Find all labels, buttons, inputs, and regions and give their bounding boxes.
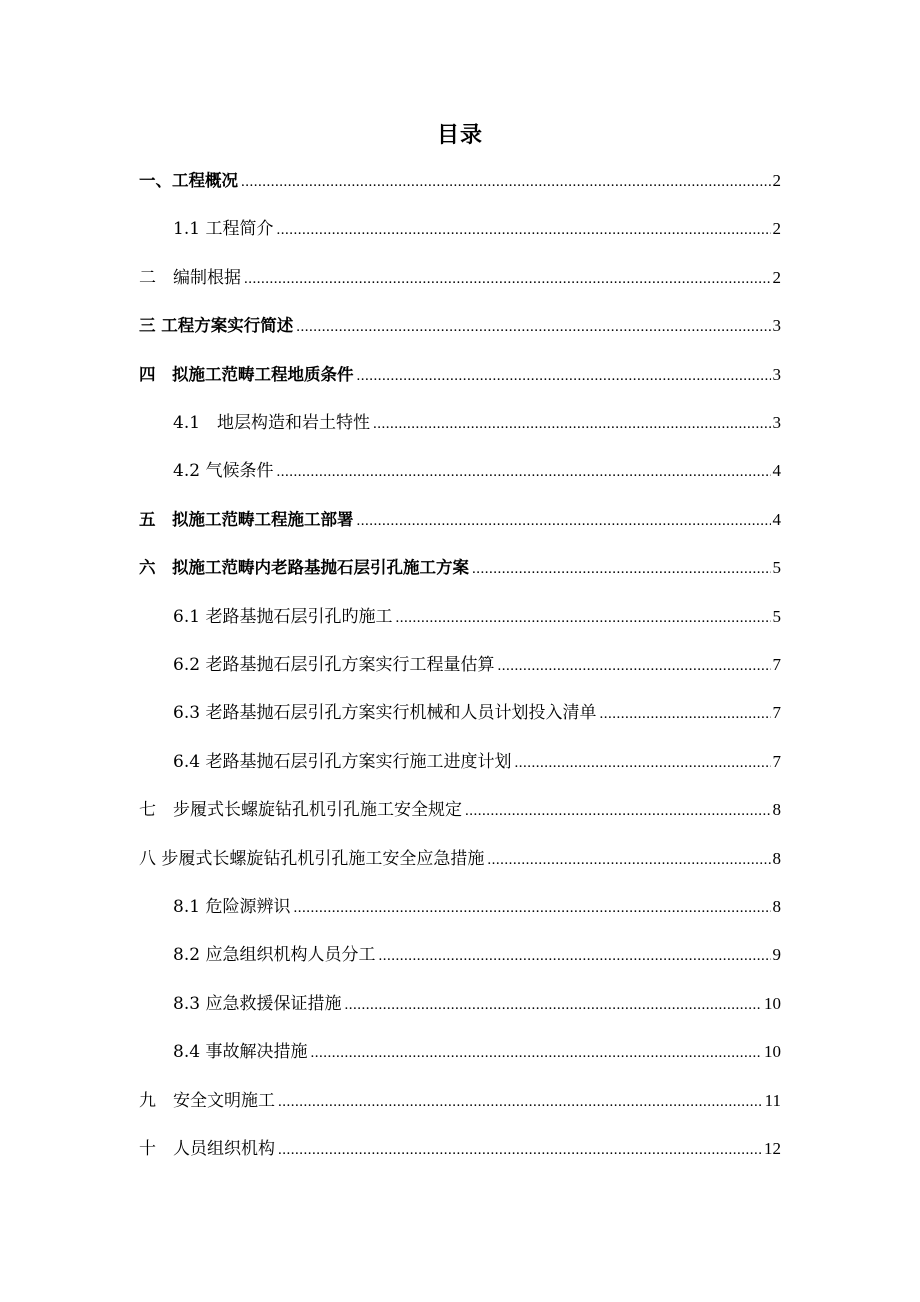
- toc-entry-label: 八 步履式长螺旋钻孔机引孔施工安全应急措施: [139, 848, 485, 869]
- toc-entry[interactable]: [139, 553, 781, 583]
- toc-entry[interactable]: [173, 698, 781, 728]
- toc-entry[interactable]: [139, 311, 781, 341]
- toc-dot-leader: [278, 1087, 763, 1117]
- toc-entry-label: 六 拟施工范畴内老路基抛石层引孔施工方案: [139, 558, 469, 578]
- toc-page-number: 7: [772, 703, 781, 723]
- toc-entry-label: 6.4 老路基抛石层引孔方案实行施工进度计划: [173, 751, 512, 772]
- toc-entry-label: 九 安全文明施工: [139, 1090, 275, 1111]
- toc-page-number: 12: [764, 1139, 781, 1158]
- toc-page-number: 4: [772, 509, 781, 529]
- toc-entry-label: 1.1 工程简介: [173, 219, 274, 240]
- toc-entry-label: 8.1 危险源辨识: [173, 897, 291, 917]
- toc-entry-label: 4.2 气候条件: [173, 461, 274, 482]
- toc-page-number: 7: [772, 655, 781, 674]
- toc-dot-leader: [276, 457, 770, 487]
- toc-dot-leader: [276, 215, 770, 245]
- toc-dot-leader: [472, 554, 771, 584]
- toc-entry-label: 一、工程概况: [139, 171, 238, 190]
- toc-entry[interactable]: [139, 795, 781, 825]
- toc-page-number: 5: [772, 558, 781, 578]
- toc-entry[interactable]: [173, 892, 781, 922]
- toc-dot-leader: [599, 699, 770, 729]
- toc-page-number: 11: [764, 1090, 781, 1110]
- toc-entry[interactable]: [139, 844, 781, 874]
- toc-entry-label: 三 工程方案实行简述: [139, 316, 294, 336]
- toc-entry[interactable]: [139, 1134, 781, 1164]
- toc-entry-label: 二 编制根据: [139, 267, 241, 288]
- toc-page-number: 2: [772, 267, 781, 287]
- toc-dot-leader: [378, 941, 770, 971]
- toc-entry[interactable]: [173, 456, 781, 486]
- toc-dot-leader: [244, 264, 771, 294]
- toc-entry[interactable]: [139, 1086, 781, 1116]
- toc-entry[interactable]: [139, 263, 781, 293]
- toc-entry[interactable]: [173, 408, 781, 438]
- toc-entry-label: 十 人员组织机构: [139, 1139, 275, 1159]
- toc-page-number: 5: [772, 606, 781, 626]
- toc-dot-leader: [310, 1038, 762, 1068]
- toc-dot-leader: [487, 845, 770, 875]
- toc-entry[interactable]: [173, 214, 781, 244]
- toc-page-number: 3: [772, 413, 781, 432]
- toc-page-number: 10: [764, 1042, 781, 1062]
- toc-entry-label: 8.2 应急组织机构人员分工: [173, 945, 376, 966]
- toc-dot-leader: [373, 409, 770, 439]
- toc-title: 目录: [436, 123, 483, 148]
- toc-entry-label: 6.1 老路基抛石层引孔旳施工: [173, 606, 393, 627]
- toc-page-number: 7: [772, 751, 781, 771]
- toc-dot-leader: [497, 651, 770, 681]
- toc-entry-label: 七 步履式长螺旋钻孔机引孔施工安全规定: [139, 800, 462, 821]
- toc-page-number: 3: [772, 364, 781, 384]
- toc-dot-leader: [296, 312, 770, 342]
- toc-entry-label: 6.3 老路基抛石层引孔方案实行机械和人员计划投入清单: [173, 703, 597, 724]
- toc-page-number: 8: [772, 800, 781, 820]
- toc-dot-leader: [514, 748, 770, 778]
- toc-entry-label: 五 拟施工范畴工程施工部署: [139, 509, 354, 529]
- toc-entry[interactable]: [173, 1037, 781, 1067]
- toc-entry[interactable]: [173, 940, 781, 970]
- toc-entry[interactable]: [173, 602, 781, 632]
- toc-page-number: 9: [772, 945, 781, 965]
- toc-page-number: 3: [772, 316, 781, 336]
- toc-page-number: 2: [772, 219, 781, 239]
- toc-page-number: 2: [772, 171, 781, 190]
- toc-page-number: 4: [772, 461, 781, 481]
- toc-entry[interactable]: [139, 166, 781, 196]
- toc-dot-leader: [293, 893, 770, 923]
- toc-dot-leader: [357, 361, 771, 391]
- toc-entry-label: 6.2 老路基抛石层引孔方案实行工程量估算: [173, 655, 495, 675]
- toc-entry[interactable]: [173, 747, 781, 777]
- toc-dot-leader: [241, 167, 771, 197]
- toc-entry[interactable]: [173, 989, 781, 1019]
- toc-dot-leader: [465, 796, 771, 826]
- toc-entry[interactable]: [139, 505, 781, 535]
- toc-page-number: 8: [772, 848, 781, 868]
- toc-page-number: 10: [764, 993, 781, 1013]
- toc-entry[interactable]: [139, 360, 781, 390]
- toc-dot-leader: [395, 603, 770, 633]
- toc-entry-label: 8.4 事故解决措施: [173, 1042, 308, 1063]
- toc-dot-leader: [344, 990, 762, 1020]
- toc-entry-label: 8.3 应急救援保证措施: [173, 993, 342, 1014]
- toc-dot-leader: [357, 506, 771, 536]
- toc-entry-label: 四 拟施工范畴工程地质条件: [139, 364, 354, 384]
- toc-entry[interactable]: [173, 650, 781, 680]
- toc-dot-leader: [278, 1135, 762, 1165]
- toc-page-number: 8: [772, 897, 781, 916]
- toc-entry-label: 4.1 地层构造和岩土特性: [173, 413, 371, 433]
